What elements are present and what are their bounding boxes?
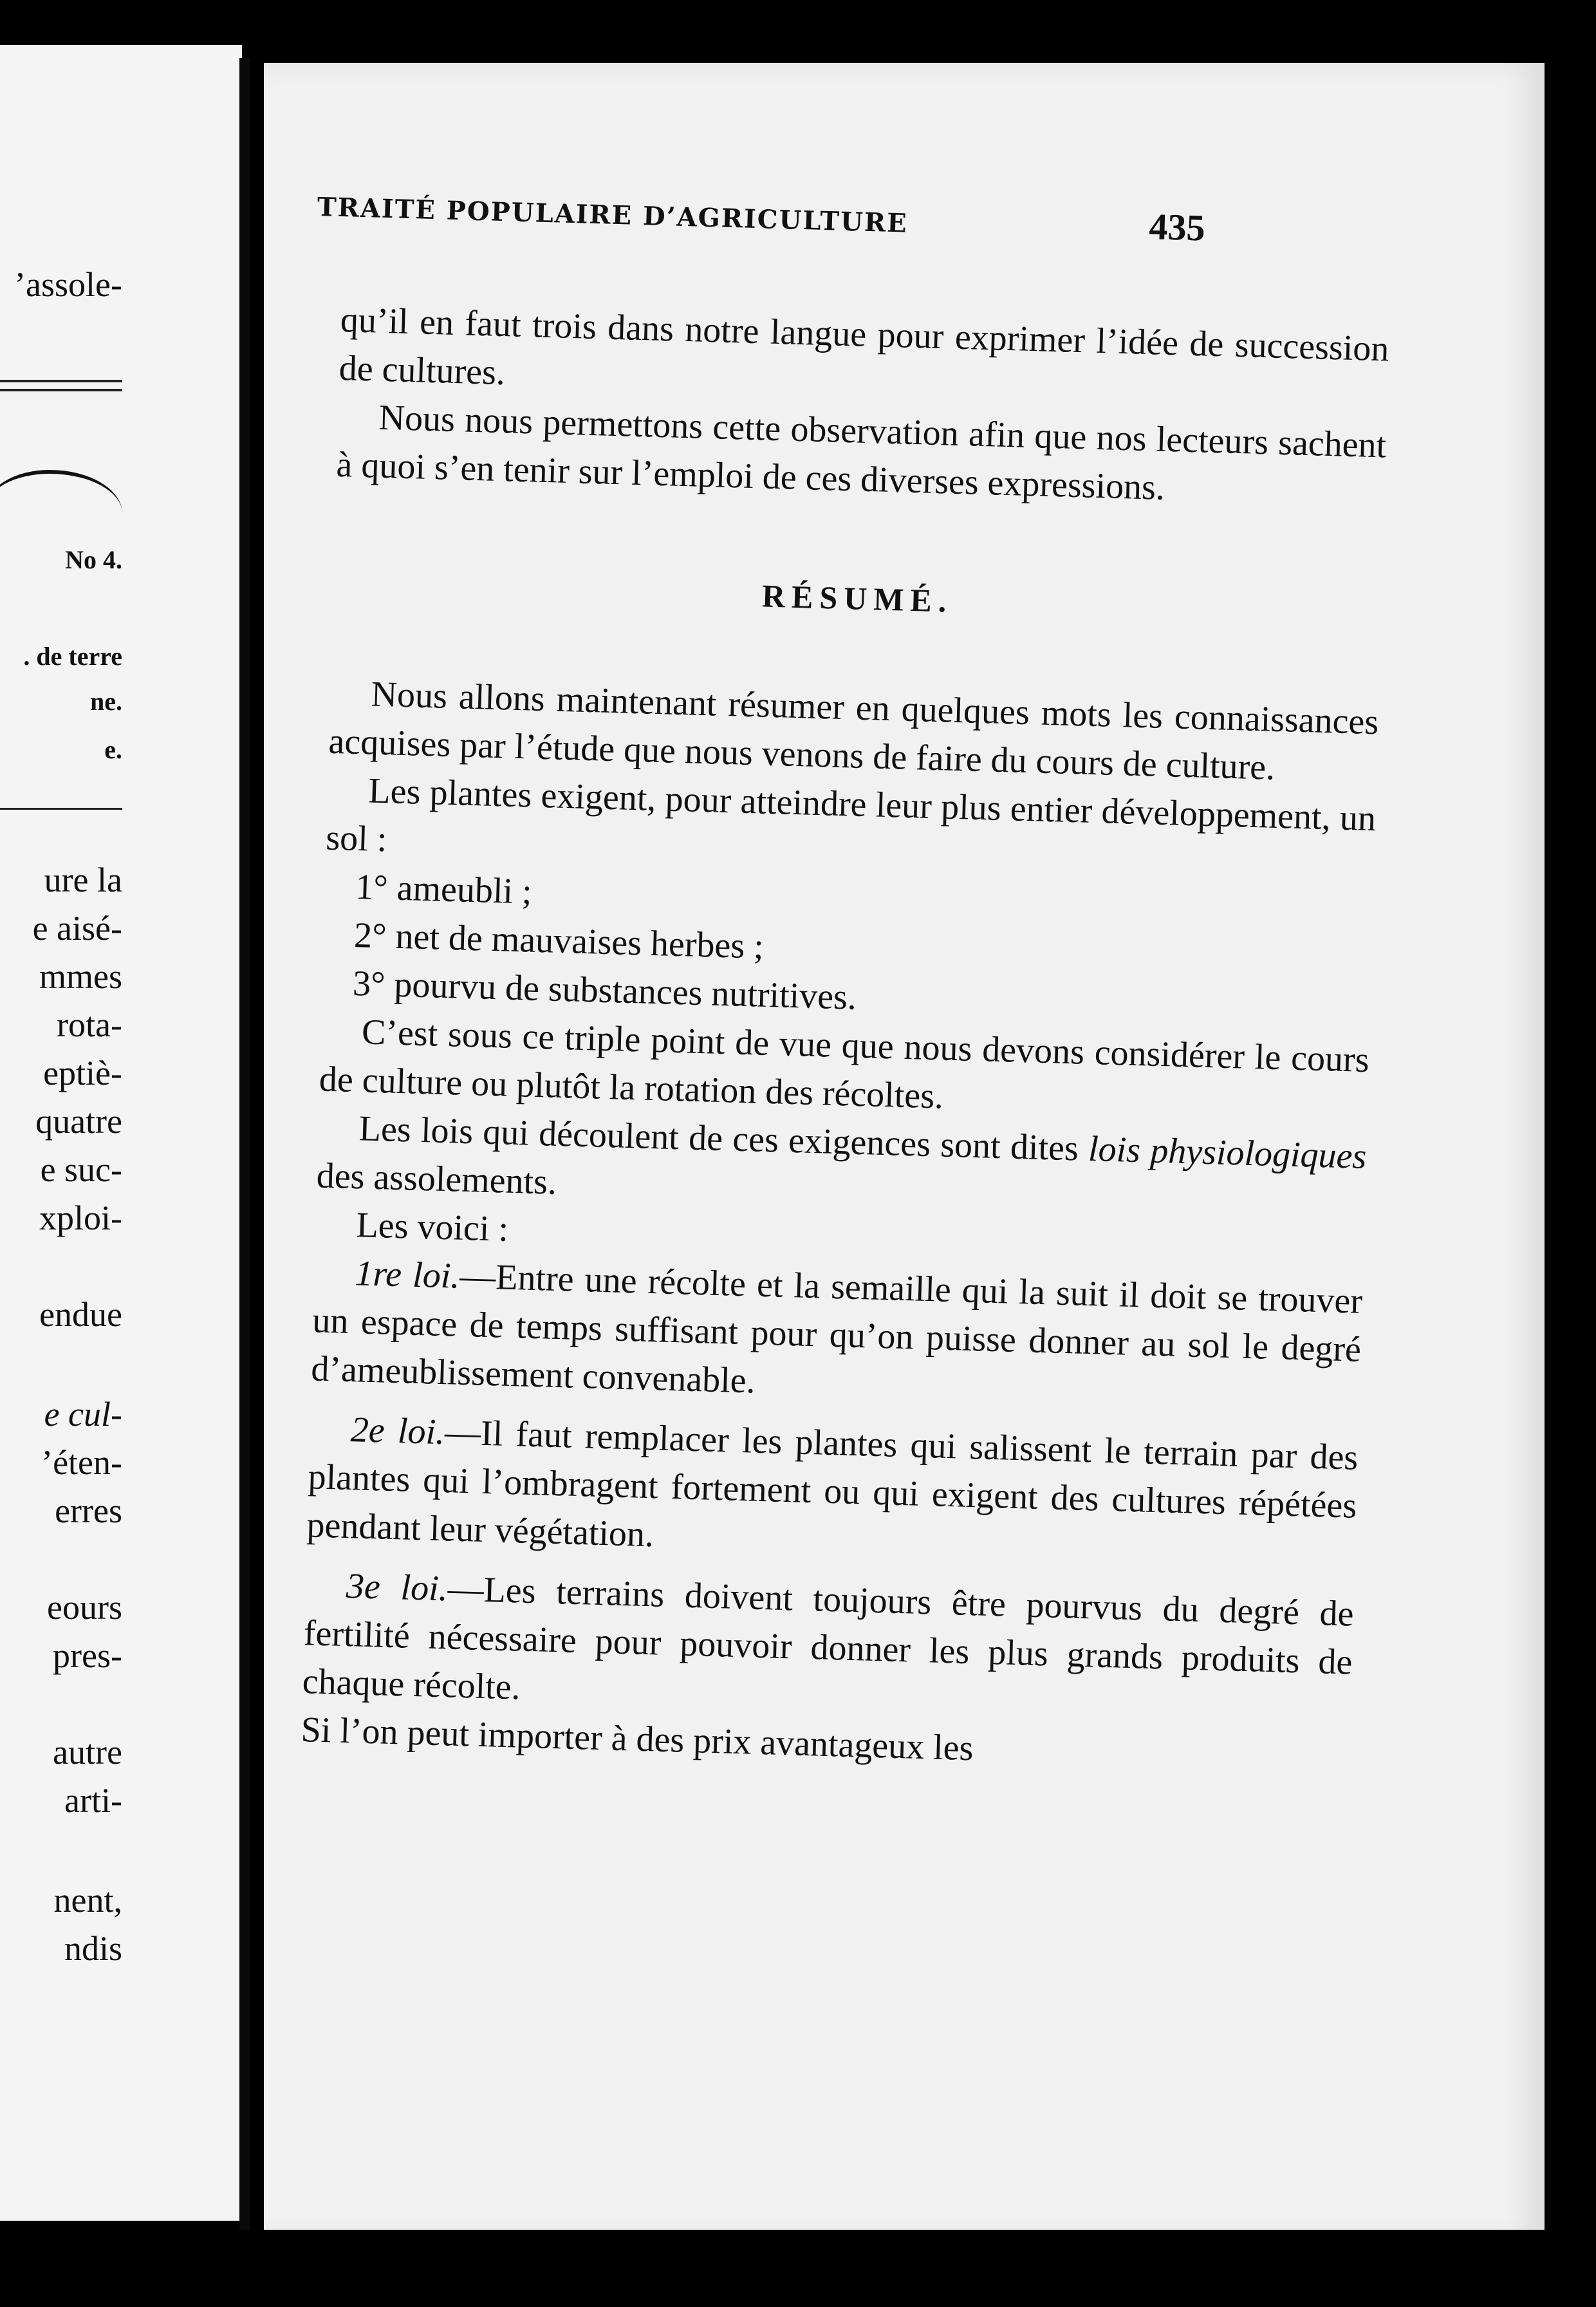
list-item: 1° ameubli ; xyxy=(355,866,533,912)
left-fragment: ’éten- xyxy=(41,1443,122,1482)
text-run: des assolements. xyxy=(315,1155,557,1202)
list-item: 2° net de mauvaises herbes ; xyxy=(353,915,765,967)
paragraph: Nous allons maintenant résumer en quelques mots les connaissances acquises par l’étude que nous venons de faire du cours de culture. xyxy=(328,674,1380,788)
left-fragment: xploi- xyxy=(39,1199,122,1237)
law-paragraph xyxy=(306,1405,1359,1578)
running-title: TRAITÉ POPULAIRE D’AGRICULTURE xyxy=(317,191,909,239)
law-text: —Entre une récolte et la semaille qui la suit il doit se trouver un espace de temps suffisant pour qu’on puisse donner au sol le degré d’ameublissement convenable. xyxy=(310,1256,1363,1401)
law-paragraph xyxy=(310,1248,1363,1422)
law-paragraph xyxy=(302,1561,1355,1735)
scan-border xyxy=(0,2230,1596,2307)
law-label: 1re loi. xyxy=(354,1253,461,1296)
page-text xyxy=(301,296,1390,1784)
paragraph: qu’il en faut trois dans notre langue pour exprimer l’idée de succession de cultures. xyxy=(339,299,1390,393)
left-fragment: eptiè- xyxy=(43,1054,122,1092)
left-fragment: . de terre xyxy=(23,642,122,671)
curve-ornament xyxy=(0,470,122,551)
left-fragment: eours xyxy=(47,1588,122,1627)
paragraph: Si l’on peut importer à des prix avantageux les xyxy=(300,1710,974,1769)
law-label: 2e loi. xyxy=(349,1410,445,1453)
list-item: 3° pourvu de substances nutritives. xyxy=(352,963,857,1018)
left-fragment: ne. xyxy=(90,687,122,716)
left-fragment: ure la xyxy=(44,861,122,899)
rule xyxy=(0,808,122,810)
left-fragment: ndis xyxy=(64,1929,122,1968)
paragraph: Les voici : xyxy=(355,1205,509,1249)
section-heading: RÉSUMÉ. xyxy=(761,577,954,619)
book-gutter xyxy=(239,58,250,2234)
page-number: 435 xyxy=(1148,205,1206,249)
left-fragment: e cul- xyxy=(44,1395,122,1434)
left-fragment: autre xyxy=(53,1733,122,1771)
left-fragment: pres- xyxy=(53,1636,122,1675)
left-fragment: nent, xyxy=(53,1881,122,1919)
law-text: —Les terrains doivent toujours être pourvus du degré de fertilité nécessaire pour pouvoir donner les plus grands produits de chaque récolte. xyxy=(302,1569,1355,1708)
left-fragment: mmes xyxy=(39,957,122,996)
double-rule xyxy=(0,389,122,391)
left-fragment: erres xyxy=(55,1491,122,1530)
left-fragment: e. xyxy=(104,735,122,764)
left-facing-page xyxy=(0,45,242,2221)
law-text: —Il faut remplacer les plantes qui salissent le terrain par des plantes qui l’ombragent fortement ou qui exigent des cultures répétées pendant leur végétation. xyxy=(306,1412,1359,1555)
left-fragment: e aisé- xyxy=(32,909,122,948)
left-fragment: endue xyxy=(39,1295,122,1334)
left-fragment: e suc- xyxy=(40,1150,122,1189)
double-rule xyxy=(0,380,122,382)
paragraph: Les plantes exigent, pour atteindre leur plus entier développement, un sol : xyxy=(325,771,1377,860)
law-label: 3e loi. xyxy=(346,1566,449,1609)
paragraph: C’est sous ce triple point de vue que nous devons considérer le cours de culture ou plutôt la rotation des récoltes. xyxy=(319,1012,1370,1117)
left-fragment: ’assole- xyxy=(14,265,122,304)
left-fragment: arti- xyxy=(64,1781,122,1820)
italic-term: lois physiologiques xyxy=(1088,1128,1368,1177)
paragraph: Nous nous permettons cette observation afin que nos lecteurs sachent à quoi s’en tenir sur l’emploi de ces diverses expressions. xyxy=(335,397,1387,508)
left-fragment: No 4. xyxy=(65,545,122,574)
left-fragment: quatre xyxy=(35,1102,122,1141)
text-run: Les lois qui découlent de ces exigences sont dites xyxy=(358,1108,1090,1169)
left-fragment: rota- xyxy=(57,1005,122,1044)
